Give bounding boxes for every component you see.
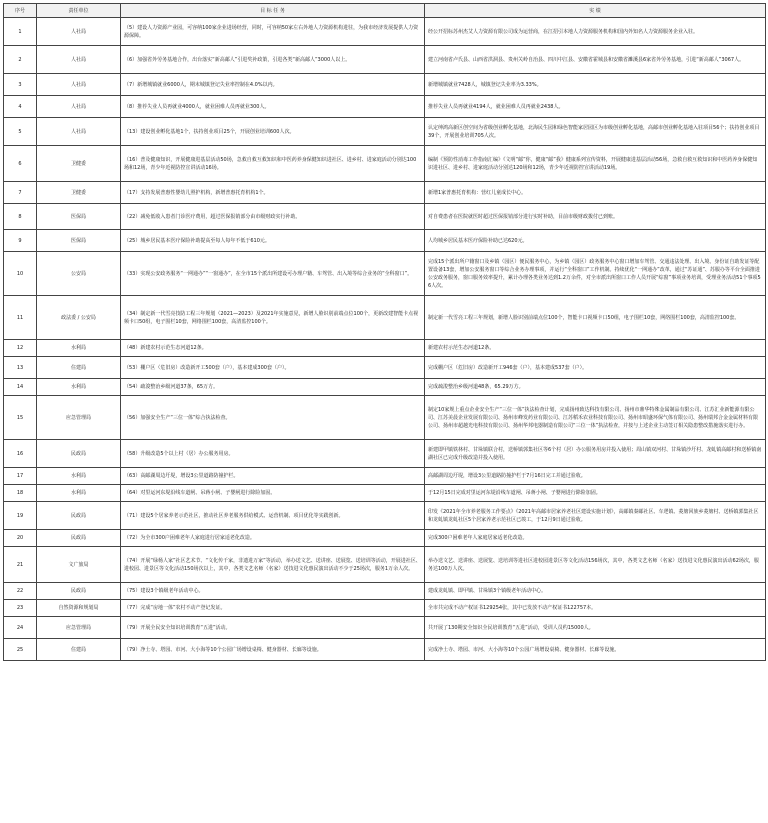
table-row	[4, 617, 766, 639]
row-number: 10	[4, 252, 37, 296]
table-row	[4, 440, 766, 468]
row-task: （17）支持发展普惠性婴幼儿照护机构，新增普惠托育机构1个。	[121, 182, 425, 204]
row-result: 推荐失业人员再就业4194人，就业困难人员再就业2438人。	[425, 96, 766, 118]
row-number: 25	[4, 639, 37, 661]
row-result: 印发《2021年全市养老服务工作要点》《2021年高邮市居家养老社区建设实施计划》，高邮镇秦邮社区、车逻镇、菱塘回族乡菱塘村、送桥镇郭集社区和龙虬镇龙虬社区5个居家养老示范社区已竣工，于12月9日通过验收。	[425, 502, 766, 530]
row-task: （79）净土寺、塔园、市河、大小海等10个公园广场增设桌椅、健身器材、长廊等设施。	[121, 639, 425, 661]
row-task: （58）升级改造5个以上村（居）办公服务用房。	[121, 440, 425, 468]
table-row	[4, 182, 766, 204]
row-unit: 水利局	[37, 379, 121, 396]
row-number: 1	[4, 18, 37, 46]
row-result: 共开展了130期安全知识全民培训教育“五进”活动，受训人员约15000人。	[425, 617, 766, 639]
row-task: （13）建设创业孵化基地1个，扶持创业项目25个，开展创业培训600人次。	[121, 118, 425, 146]
row-unit: 水利局	[37, 485, 121, 502]
header-task: 目 标 任 务	[121, 4, 425, 18]
row-unit: 民政局	[37, 530, 121, 547]
row-task: （64）对里运河东堤沿线车道闸、吊蒋小闸、子婴闸进行除险加固。	[121, 485, 425, 502]
row-unit: 人社局	[37, 46, 121, 74]
table-row	[4, 74, 766, 96]
row-task: （7）新增城镇就业6000人，期末城镇登记失业率控制在4.0%以内。	[121, 74, 425, 96]
row-number: 4	[4, 96, 37, 118]
table-row	[4, 18, 766, 46]
table-row	[4, 252, 766, 296]
header-unit: 责任单位	[37, 4, 121, 18]
table-row	[4, 230, 766, 252]
row-unit: 住建局	[37, 357, 121, 379]
row-result: 制定10家规上重点企业安全生产“三位一体”执法检查计划，完成扬州致达科技有限公司、扬州市鼎华特殊金属制品有限公司、江苏汇业新能源有限公司、江苏美晨企业发展有限公司、扬州市峰发药业有限公司、江苏稻禾农业科技有限公司、扬州市昭盛环保气体有限公司、扬州瑞邦合金金属材料有限公司、扬州市超越光电科技有限公司、扬州华邦电器制造有限公司“三位一体”执法检查，并按与上述企业主动签订相关隐患整改措施落实进行办。	[425, 396, 766, 440]
row-number: 16	[4, 440, 37, 468]
row-task: （48）新建农村示范生态河道12条。	[121, 340, 425, 357]
row-result: 建成龙虬镇、即甲镇、甘垛镇3个镇级老年活动中心。	[425, 583, 766, 600]
row-task: （6）加强省外劳务基地合作，出台落实“新高邮人”引进奖补政策，引进各类“新高邮人”3000人以上。	[121, 46, 425, 74]
row-unit: 公安局	[37, 252, 121, 296]
row-result: 经公开招标苏州杰艾人力资源有限公司成为运营商，在江招引本地人力资源服务机构和国内外知名人力资源服务企业入驻。	[425, 18, 766, 46]
row-number: 20	[4, 530, 37, 547]
row-task: （74）开展“绿杨人家”社区艺术节、“文化传千家，非遗进万家”等活动，举办送文艺、送讲座、送展览、送培训等活动，开展进社区、进校园、进景区等文化活动150场次以上，其中，各类文艺名师（名家）送技进文化惠民演出活动不少于25场次，服务1万余人次。	[121, 547, 425, 583]
row-number: 2	[4, 46, 37, 74]
task-table	[3, 3, 766, 661]
row-unit: 应急管理局	[37, 396, 121, 440]
row-result: 全市共完成不动产权证书129254张，其中已发放不动产权证书122757本。	[425, 600, 766, 617]
row-result: 完成棚户区（危旧房）改造新开工946套（户），基本建成537套（户）。	[425, 357, 766, 379]
table-row	[4, 583, 766, 600]
table-row	[4, 396, 766, 440]
header-done: 实 绩	[425, 4, 766, 18]
row-result: 举办送文艺、送讲座、送展览、送培训等进社区进校园进景区等文化活动156场次，其中，各类文艺名师（名家）送技进文化惠民演出活动62场次，服务达100万人次。	[425, 547, 766, 583]
row-number: 22	[4, 583, 37, 600]
row-unit: 人社局	[37, 74, 121, 96]
row-unit: 卫健委	[37, 146, 121, 182]
table-row	[4, 468, 766, 485]
row-number: 11	[4, 296, 37, 340]
row-number: 17	[4, 468, 37, 485]
row-number: 14	[4, 379, 37, 396]
row-result: 制定新一代雪亮工程三年规划，新增人脸识别前端点位100个，智能卡口视频卡口50组，电子围栏10套，网络围栏100套，高清监控100套。	[425, 296, 766, 340]
table-row	[4, 530, 766, 547]
row-result: 新建农村示范生态河道12条。	[425, 340, 766, 357]
row-task: （75）建设3个镇级老年活动中心。	[121, 583, 425, 600]
table-row	[4, 639, 766, 661]
row-number: 8	[4, 204, 37, 230]
table-row	[4, 46, 766, 74]
table-row	[4, 547, 766, 583]
row-unit: 政法委 / 公安局	[37, 296, 121, 340]
row-task: （54）疏浚整治乡级河道37条，65万方。	[121, 379, 425, 396]
row-number: 24	[4, 617, 37, 639]
row-task: （16）普及健康知识，开展健康进基层活动50场，急救自救互救知识和中医药养身保健知识进社区、进乡村、进家庭活动分别达100场和12场，青少年近视防控宣讲活动16场。	[121, 146, 425, 182]
row-task: （22）减免低收入患者门诊医疗费用，超过医保报销部分由市级财政实行补助。	[121, 204, 425, 230]
row-unit: 医保局	[37, 204, 121, 230]
row-unit: 民政局	[37, 583, 121, 600]
table-row	[4, 296, 766, 340]
row-number: 21	[4, 547, 37, 583]
row-result: 高邮湖周边圩堤，增设3公里道路防撞护栏于7月16日完工并通过验收。	[425, 468, 766, 485]
row-number: 12	[4, 340, 37, 357]
row-result: 完成300户困难老年人家庭居家适老化改造。	[425, 530, 766, 547]
table-row	[4, 485, 766, 502]
row-task: （25）城乡居民基本医疗保险补助提高至每人每年不低于610元。	[121, 230, 425, 252]
row-unit: 人社局	[37, 96, 121, 118]
row-number: 5	[4, 118, 37, 146]
row-task: （53）棚户区（危旧房）改造新开工500套（户），基本建成300套（户）。	[121, 357, 425, 379]
row-unit: 文广旅局	[37, 547, 121, 583]
row-unit: 住建局	[37, 639, 121, 661]
header-no: 序号	[4, 4, 37, 18]
row-number: 19	[4, 502, 37, 530]
row-task: （63）高邮湖周边圩堤，增设3公里道路防撞护栏。	[121, 468, 425, 485]
row-unit: 自然资源和规划局	[37, 600, 121, 617]
table-row	[4, 118, 766, 146]
row-task: （8）推荐失业人员再就业4000人，就业困难人员再就业300人。	[121, 96, 425, 118]
row-task: （56）加强安全生产“三位一体”综合执法检查。	[121, 396, 425, 440]
row-result: 对自费患者在医院就医时超过医保报销部分进行实时补助，目前市级财政拨付已到账。	[425, 204, 766, 230]
row-number: 3	[4, 74, 37, 96]
row-unit: 水利局	[37, 468, 121, 485]
row-result: 建立河南省卢氏县、山西省洪洞县、贵州关岭自治县、四川中江县、安徽省霍城县和安徽省濉溪县6家省外劳务基地，引进“新高邮人”3067人。	[425, 46, 766, 74]
row-task: （79）开展全民安全知识培训教育“五进”活动。	[121, 617, 425, 639]
table-row	[4, 357, 766, 379]
row-result: 于12月15日完成对里运河东堤沿线车道闸、吊蒋小闸、子婴闸进行除险加固。	[425, 485, 766, 502]
row-unit: 水利局	[37, 340, 121, 357]
row-result: 新建即甲镇铁林村、甘垛镇联合村，送桥镇郭集社区等6个村（居）办公服务用房并投入使用；周山镇双河村、甘垛镇沙圩村、龙虬镇高邮村和送桥镇南湖社区已完成升级改造并投入使用。	[425, 440, 766, 468]
row-task: （34）制定新一代雪亮技防工程三年规划（2021—2023）及2021年实施意见，新增人脸识别前端点位100个，更新改建智能卡点视频卡口50组，电子围栏10套，网络围栏100套，高清监控100个。	[121, 296, 425, 340]
row-number: 15	[4, 396, 37, 440]
table-row	[4, 600, 766, 617]
row-task: （71）建设5个居家养老示范社区，推动社区养老服务供给模式、运营机制、项目优化等实践创新。	[121, 502, 425, 530]
row-result: 完成疏浚整治乡级河道48条，65.29万方。	[425, 379, 766, 396]
row-result: 认定绅鸿高新区创空间为省级创业孵化基地，北海民生园和绿色智能家居园区为市级创业孵化基地，高邮市创业孵化基地入驻项目56个；扶持创业项目39个，开展创业培训705人次。	[425, 118, 766, 146]
row-number: 9	[4, 230, 37, 252]
header-row	[4, 4, 766, 18]
row-task: （77）完成“房地一体”农村不动产登记发证。	[121, 600, 425, 617]
row-unit: 民政局	[37, 502, 121, 530]
table-row	[4, 340, 766, 357]
row-task: （5）建设人力资源产业园，可容纳100家企业进场经营，同时，可容纳50家左右外地人力资源机构进驻，为我市经济发展提供人力资源保障。	[121, 18, 425, 46]
table-row	[4, 379, 766, 396]
row-number: 7	[4, 182, 37, 204]
table-row	[4, 146, 766, 182]
row-task: （72）为全市300户困难老年人家庭进行居家适老化改造。	[121, 530, 425, 547]
row-unit: 民政局	[37, 440, 121, 468]
table-row	[4, 502, 766, 530]
row-unit: 应急管理局	[37, 617, 121, 639]
row-result: 新增1家普惠托育机构：营红儿童成长中心。	[425, 182, 766, 204]
row-number: 6	[4, 146, 37, 182]
row-unit: 卫健委	[37, 182, 121, 204]
row-unit: 医保局	[37, 230, 121, 252]
row-number: 18	[4, 485, 37, 502]
row-result: 完成净土寺、塔园、市河、大小海等10个公园广场增设桌椅、健身器材、长廊等设施。	[425, 639, 766, 661]
row-result: 编制《预防性消毒工作指南汇编》《文明“邮”你，健康“邮”我》健康系列宣传资料，开展健康进基层活动56场，急救自救互救知识和中医药养身保健知识进社区、进乡村、进家庭活动分别达120场和12场，青少年近视防控宣讲活动19场。	[425, 146, 766, 182]
table-row	[4, 96, 766, 118]
row-result: 新增城镇就业7428人，城镇登记失业率为3.33%。	[425, 74, 766, 96]
row-number: 13	[4, 357, 37, 379]
row-unit: 人社局	[37, 118, 121, 146]
row-task: （33）实现公安政务服务“一网通办”“一窗通办”，在全市15个派出所建设可办理户籍、车驾管、出入境等综合业务的“全科窗口”。	[121, 252, 425, 296]
row-result: 人均城乡居民基本医疗保险补助已达620元。	[425, 230, 766, 252]
row-number: 23	[4, 600, 37, 617]
table-row	[4, 204, 766, 230]
row-result: 完成15个派出所户籍窗口及乡镇（园区）便民服务中心，为乡镇（园区）政务服务中心窗口增加车驾管、交通违法处理、出入境、身份证自助发证等配置设备13套，增加公安服务窗口等综合业务办理事项，并运行“全科窗口”工作机制。持续优化“一网通办”改革，通过“苏证通”、苏服办等平台全面推进公安政务服务，窗口服务效率提升，累计办理各类业务达到1.2万余件，对全市派出所窗口工作人员开展“综窗”事项业务培训，受理业务活动51个事项56人次。	[425, 252, 766, 296]
row-unit: 人社局	[37, 18, 121, 46]
